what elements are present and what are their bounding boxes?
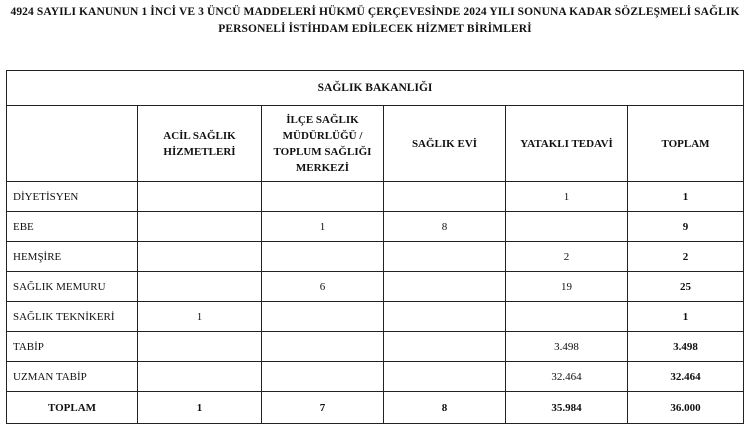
table-row <box>7 182 744 212</box>
row-label: DİYETİSYEN <box>7 182 138 212</box>
cell-yatakli <box>506 212 628 242</box>
cell-saglik-evi <box>384 362 506 392</box>
cell-acil <box>138 212 262 242</box>
cell-toplam: 25 <box>628 272 744 302</box>
table-row <box>7 332 744 362</box>
ministry-header: SAĞLIK BAKANLIĞI <box>7 71 744 106</box>
cell-yatakli: 35.984 <box>506 392 628 424</box>
table-row <box>7 212 744 242</box>
cell-toplam: 2 <box>628 242 744 272</box>
cell-saglik-evi: 8 <box>384 392 506 424</box>
cell-yatakli: 3.498 <box>506 332 628 362</box>
cell-yatakli <box>506 302 628 332</box>
cell-acil <box>138 242 262 272</box>
cell-acil: 1 <box>138 392 262 424</box>
cell-yatakli: 2 <box>506 242 628 272</box>
title-line-2: PERSONELİ İSTİHDAM EDİLECEK HİZMET BİRİMLERİ <box>218 23 532 35</box>
cell-ilce <box>262 332 384 362</box>
table-row <box>7 362 744 392</box>
cell-yatakli: 1 <box>506 182 628 212</box>
total-row <box>7 392 744 424</box>
cell-saglik-evi <box>384 332 506 362</box>
row-label: SAĞLIK MEMURU <box>7 272 138 302</box>
header-toplam: TOPLAM <box>628 106 744 182</box>
cell-ilce: 6 <box>262 272 384 302</box>
cell-ilce <box>262 302 384 332</box>
title-line-1: 4924 SAYILI KANUNUN 1 İNCİ VE 3 ÜNCÜ MADDELERİ HÜKMÜ ÇERÇEVESİNDE 2024 YILI SONUNA KADAR SÖZLEŞMELİ SAĞLIK <box>10 6 740 18</box>
cell-acil <box>138 272 262 302</box>
cell-toplam: 9 <box>628 212 744 242</box>
cell-ilce <box>262 242 384 272</box>
header-saglik-evi: SAĞLIK EVİ <box>384 106 506 182</box>
table-row <box>7 242 744 272</box>
row-label: SAĞLIK TEKNİKERİ <box>7 302 138 332</box>
cell-toplam: 3.498 <box>628 332 744 362</box>
table-body <box>7 182 744 424</box>
row-label: EBE <box>7 212 138 242</box>
header-ilce: İLÇE SAĞLIK MÜDÜRLÜĞÜ / TOPLUM SAĞLIĞI MERKEZİ <box>262 106 384 182</box>
cell-acil <box>138 332 262 362</box>
cell-saglik-evi: 8 <box>384 212 506 242</box>
cell-toplam: 36.000 <box>628 392 744 424</box>
cell-toplam: 1 <box>628 182 744 212</box>
cell-saglik-evi <box>384 302 506 332</box>
cell-yatakli: 19 <box>506 272 628 302</box>
row-label: TABİP <box>7 332 138 362</box>
cell-acil: 1 <box>138 302 262 332</box>
header-empty <box>7 106 138 182</box>
cell-toplam: 32.464 <box>628 362 744 392</box>
cell-ilce <box>262 362 384 392</box>
cell-acil <box>138 182 262 212</box>
header-yatakli: YATAKLI TEDAVİ <box>506 106 628 182</box>
cell-toplam: 1 <box>628 302 744 332</box>
document-title <box>0 4 750 38</box>
cell-yatakli: 32.464 <box>506 362 628 392</box>
total-label: TOPLAM <box>7 392 138 424</box>
cell-saglik-evi <box>384 272 506 302</box>
row-label: HEMŞİRE <box>7 242 138 272</box>
table-row <box>7 302 744 332</box>
cell-saglik-evi <box>384 182 506 212</box>
cell-acil <box>138 362 262 392</box>
cell-ilce <box>262 182 384 212</box>
table-row <box>7 272 744 302</box>
cell-saglik-evi <box>384 242 506 272</box>
cell-ilce: 7 <box>262 392 384 424</box>
header-acil: ACİL SAĞLIK HİZMETLERİ <box>138 106 262 182</box>
staffing-table <box>6 70 744 424</box>
row-label: UZMAN TABİP <box>7 362 138 392</box>
cell-ilce: 1 <box>262 212 384 242</box>
